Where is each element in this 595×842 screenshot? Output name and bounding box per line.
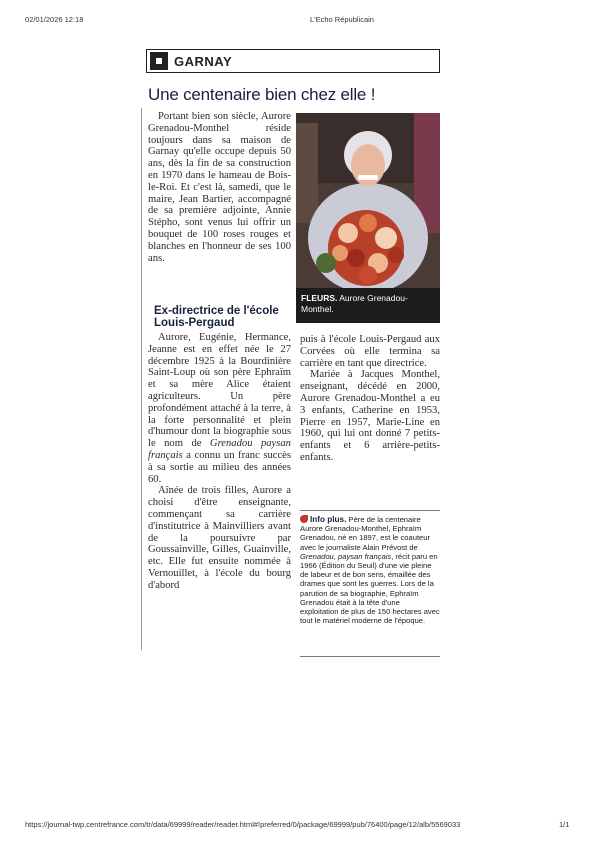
info-plus-box: Info plus. Père de la centenaire Aurore Grenadou-Monthel, Ephraïm Grenadou, né en 1897, est le coauteur avec le journaliste Alain Prévost de Grenadou, paysan français, récit paru en 1966 (Édition du Seuil) d'une vie pleine de labeur et de bon sens, émaillée des drames que sont les guerres. Lors de la parution de sa biographie, Ephraïm Grenadou était à la tête d'une exploitation de plus de 150 hectares avec tout le matériel moderne de l'époque. [300, 515, 440, 626]
article-intro-column [148, 111, 291, 264]
article-paragraph-3: puis à l'école Louis-Pergaud aux Corvées où elle termina sa carrière en tant que directrice. [300, 334, 440, 369]
info-top-rule [300, 510, 440, 511]
section-square-icon [150, 52, 168, 70]
photo-caption-text: Aurore Grenadou-Monthel. [301, 293, 408, 314]
article-paragraph-4: Mariée à Jacques Monthel, enseignant, décédé en 2000, Aurore Grenadou-Monthel a eu 3 enfants, Catherine en 1953, Pierre en 1957, Marie-Line en 1960, qui lui ont donné 7 petits-enfants et 6 arrière-petits-enfants. [300, 369, 440, 463]
article-intro: Portant bien son siècle, Aurore Grenadou-Monthel réside toujours dans sa maison de Garnay qu'elle occupe depuis 50 ans, dès la fin de sa construction en 1970 dans le hameau de Bois-le-Roi. Et c'est là, samedi, que le maire, Jean Bartier, accompagné de sa première adjointe, Annie Stépho, sont venus lui offrir un bouquet de 100 roses rouges et blanches en l'honneur de ses 100 ans. [148, 111, 291, 264]
article-bottom-rule [300, 656, 440, 657]
publication-name: L'Echo Républicain [310, 15, 374, 24]
article-paragraph-1: Aurore, Eugénie, Hermance, Jeanne est en effet née le 27 décembre 1925 à la Bourdinière Saint-Loup où son père Ephraïm et sa mère Alice étaient agriculteurs. Un père profondément attaché à la terre, à la forte personnalité et plein d'humour dont la biographie sous le nom de Grenadou paysan français a connu un franc succès à sa sortie au milieu des années 60. [148, 332, 291, 485]
info-plus-label: Info plus. [310, 515, 347, 524]
page-count: 1/1 [559, 820, 570, 829]
photo-caption [296, 288, 440, 323]
article-headline: Une centenaire bien chez elle ! [148, 85, 376, 104]
centenarian-with-bouquet-image [296, 113, 440, 288]
article-photo [296, 113, 440, 288]
photo-caption-label: FLEURS. [301, 293, 338, 303]
print-datetime: 02/01/2026 12:18 [25, 15, 84, 24]
article-body-left [148, 332, 291, 592]
article-paragraph-2: Aînée de trois filles, Aurore a choisi d'être enseignante, commençant sa carrière d'institutrice à Mainvilliers avant de la poursuivre par Goussainville, Gilles, Guainville, etc. Elle fut ensuite nommée à Vernouillet, à l'école du bourg d'abord [148, 485, 291, 591]
article-subheading: Ex-directrice de l'école Louis-Pergaud [154, 305, 279, 329]
book-title: Grenadou paysan français [148, 438, 291, 461]
info-book-title: Grenadou, paysan français [300, 551, 392, 561]
info-marker-icon [300, 515, 308, 523]
page-url: https://journal-twp.centrefrance.com/tr/data/69999/reader/reader.html#!preferred/0/package/69999/pub/76400/page/12/alb/5569033 [25, 820, 461, 829]
article-body-right [300, 334, 440, 464]
section-location: GARNAY [174, 53, 233, 69]
section-band [146, 49, 440, 73]
column-rule [141, 108, 142, 650]
